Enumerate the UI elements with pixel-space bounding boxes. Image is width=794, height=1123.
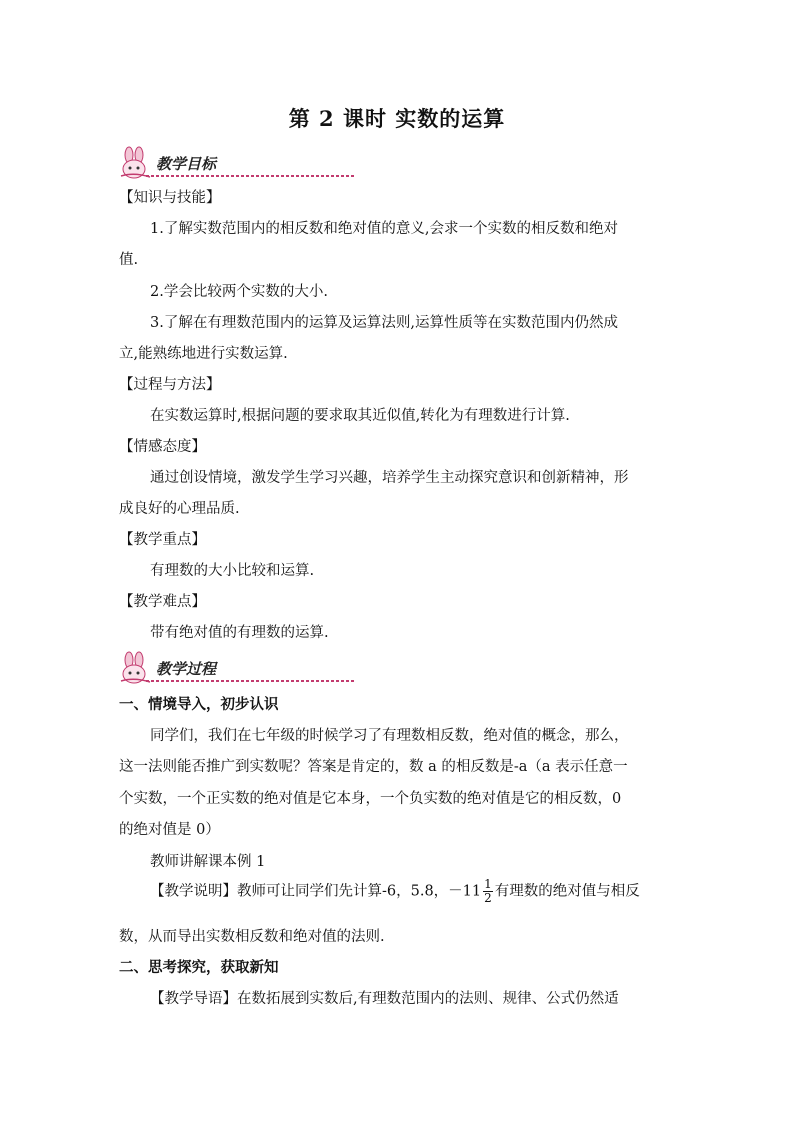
text-segment: 【教学说明】教师可让同学们先计算-6，5.8，－11 (150, 883, 482, 900)
text-line: 带有绝对值的有理数的运算. (150, 625, 329, 641)
text-line: 3.了解在有理数范围内的运算及运算法则,运算性质等在实数范围内仍然成 (150, 315, 618, 331)
text-line: 有理数的大小比较和运算. (150, 563, 315, 579)
process-banner (116, 651, 246, 685)
text-line: 通过创设情境，激发学生学习兴趣，培养学生主动探究意识和创新精神，形 (150, 470, 629, 486)
text-line-with-fraction (119, 878, 710, 905)
text-line: 2.学会比较两个实数的大小. (150, 284, 328, 300)
text-line: 教师讲解课本例 1 (150, 854, 266, 870)
text-line: 数，从而导出实数相反数和绝对值的法则. (119, 929, 385, 945)
objectives-banner (116, 146, 246, 180)
text-line: 【过程与方法】 (119, 377, 221, 393)
text-line: 成良好的心理品质. (119, 501, 240, 517)
text-line: 值. (119, 252, 139, 268)
process-banner-label: 教学过程 (156, 660, 217, 678)
mixed-fraction (483, 878, 493, 905)
page-title: 第 2 课时 实数的运算 (288, 106, 506, 131)
text-line: 【情感态度】 (119, 439, 206, 455)
fraction-numerator: 1 (484, 877, 492, 891)
text-line: 1.了解实数范围内的相反数和绝对值的意义,会求一个实数的相反数和绝对 (150, 221, 618, 237)
text-line: 这一法则能否推广到实数呢？答案是肯定的，数 a 的相反数是-a（a 表示任意一 (119, 759, 628, 775)
objectives-banner-label: 教学目标 (156, 155, 217, 173)
text-line: 【知识与技能】 (119, 190, 221, 206)
text-line: 个实数，一个正实数的绝对值是它本身，一个负实数的绝对值是它的相反数，0 (119, 791, 622, 807)
section-heading: 一、情境导入，初步认识 (119, 696, 279, 713)
text-line: 在实数运算时,根据问题的要求取其近似值,转化为有理数进行计算. (150, 408, 570, 424)
text-line: 立,能熟练地进行实数运算. (119, 346, 288, 362)
section-heading: 二、思考探究，获取新知 (119, 959, 279, 976)
text-line: 同学们，我们在七年级的时候学习了有理数相反数，绝对值的概念，那么， (150, 728, 629, 744)
text-line: 【教学重点】 (119, 532, 206, 548)
banner-divider (146, 680, 356, 682)
text-line: 的绝对值是 0） (119, 822, 220, 838)
banner-divider (146, 175, 356, 177)
text-line: 【教学导语】在数拓展到实数后,有理数范围内的法则、规律、公式仍然适 (150, 991, 619, 1007)
fraction-denominator: 2 (484, 891, 492, 905)
text-line: 【教学难点】 (119, 594, 206, 610)
text-segment: 有理数的绝对值与相反 (494, 883, 640, 900)
